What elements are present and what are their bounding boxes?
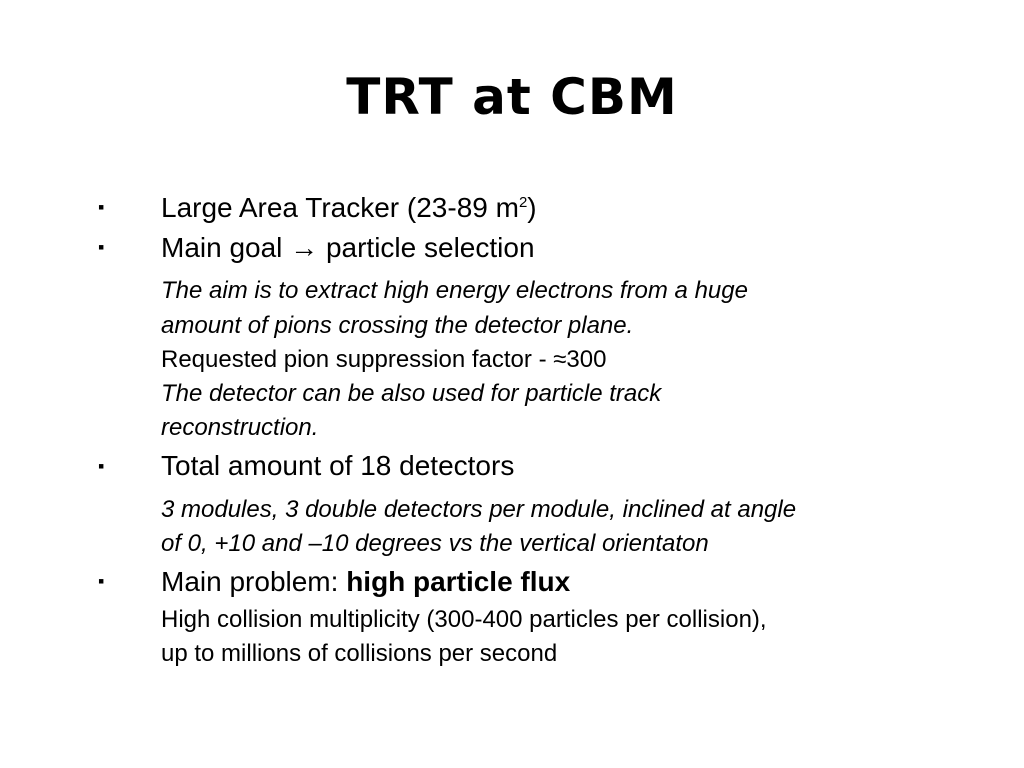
bullet-marker-1: ▪	[98, 197, 105, 217]
bullet-3-text: Total amount of 18 detectors	[161, 450, 515, 481]
bullet-4-prefix: Main problem:	[161, 566, 347, 597]
bullet-2-detail-1: The aim is to extract high energy electrons from a huge	[161, 277, 748, 304]
bullet-4-detail-2: up to millions of collisions per second	[161, 640, 558, 667]
bullet-4-text	[161, 566, 570, 598]
bullet-marker-3: ▪	[98, 456, 105, 476]
bullet-2-detail-5: reconstruction.	[161, 414, 319, 441]
bullet-2-detail-4: The detector can be also used for particle track	[161, 380, 662, 407]
slide-title: TRT at CBM	[346, 68, 678, 126]
bullet-4-emphasis: high particle flux	[346, 566, 571, 597]
bullet-marker-2: ▪	[98, 237, 105, 257]
bullet-1-close: )	[527, 192, 537, 223]
bullet-2-detail-3: Requested pion suppression factor - ≈300	[161, 346, 607, 373]
bullet-marker-4: ▪	[98, 571, 105, 591]
bullet-1-text	[161, 192, 537, 224]
bullet-3-detail-1: 3 modules, 3 double detectors per module, inclined at angle	[161, 496, 797, 523]
bullet-1-main: Large Area Tracker (23-89 m	[161, 192, 519, 223]
bullet-3-detail-2: of 0, +10 and –10 degrees vs the vertical orientaton	[161, 530, 709, 557]
bullet-4-detail-1: High collision multiplicity (300-400 particles per collision),	[161, 606, 767, 633]
bullet-1-superscript: 2	[518, 194, 528, 211]
bullet-2-detail-2: amount of pions crossing the detector plane.	[161, 312, 634, 339]
bullet-2-text: Main goal → particle selection	[161, 232, 535, 263]
